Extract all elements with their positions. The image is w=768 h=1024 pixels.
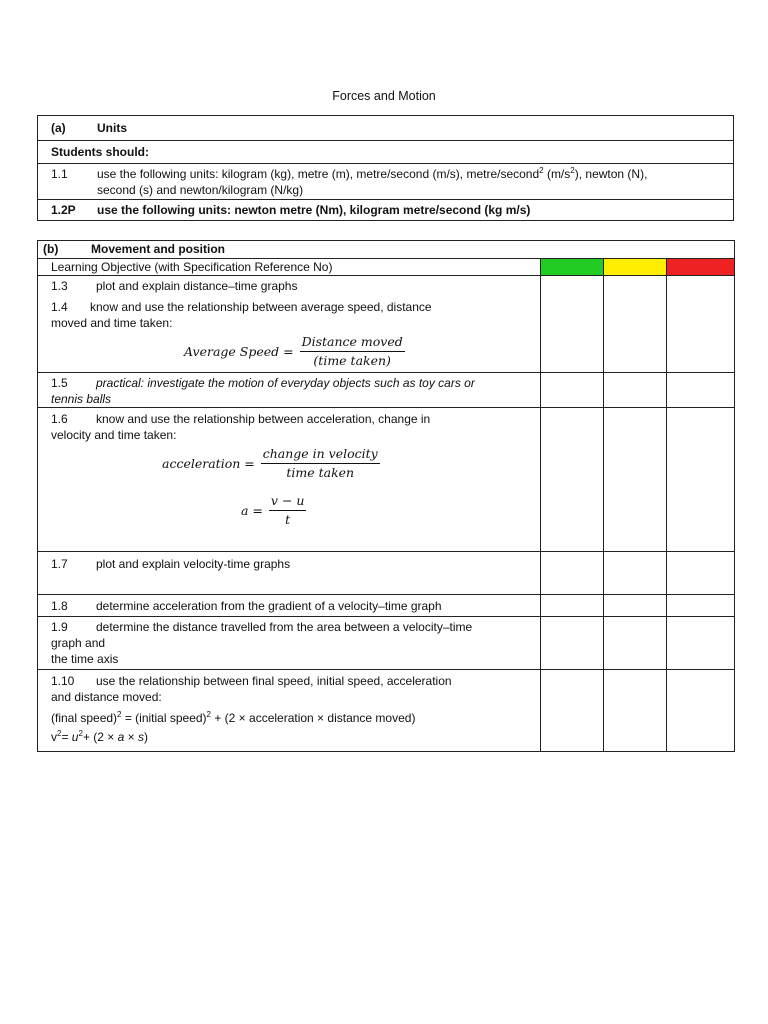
formula-numerator: Distance moved [300, 333, 405, 352]
row-text: ), newton (N), [574, 167, 648, 181]
row-text: plot and explain distance–time graphs [96, 279, 298, 293]
table-row [38, 617, 735, 670]
eq-part: = [61, 730, 72, 744]
eq-part: × [124, 730, 138, 744]
section-a-label: (a) [51, 121, 66, 135]
row-number: 1.2P [51, 203, 76, 217]
units-table [37, 115, 734, 221]
row-text-continued: tennis balls [51, 392, 112, 406]
row-text-continued: velocity and time taken: [51, 428, 177, 442]
yellow-check-cell[interactable] [604, 373, 667, 408]
row-number: 1.9 [51, 620, 68, 634]
row-text: determine acceleration from the gradient of a velocity–time graph [96, 599, 442, 613]
red-check-cell[interactable] [667, 408, 735, 552]
green-check-cell[interactable] [541, 552, 604, 595]
table-row [38, 276, 735, 373]
section-a-heading: Units [97, 121, 127, 135]
row-number: 1.4 [51, 300, 68, 314]
eq-part: + (2 × [82, 730, 118, 744]
table-row [38, 164, 734, 200]
v-squared-equation [51, 729, 540, 745]
eq-part: = (initial speed) [121, 711, 207, 725]
row-text: use the following units: newton metre (Nm), kilogram metre/second (kg m/s) [97, 203, 531, 217]
section-b-header-row [38, 241, 735, 259]
eq-part: (final speed) [51, 711, 118, 725]
formula-numerator: change in velocity [261, 445, 380, 464]
row-text: use the relationship between final speed, initial speed, acceleration [96, 674, 452, 688]
row-text: practical: investigate the motion of everyday objects such as toy cars or [96, 376, 475, 390]
movement-table [37, 240, 735, 752]
row-number: 1.1 [51, 167, 68, 181]
table-row [38, 373, 735, 408]
superscript: 2 [539, 166, 544, 175]
red-check-cell[interactable] [667, 670, 735, 752]
row-text-continued: second (s) and newton/kilogram (N/kg) [97, 183, 304, 197]
students-should: Students should: [38, 141, 734, 164]
green-check-cell[interactable] [541, 595, 604, 617]
table-row [38, 595, 735, 617]
red-check-cell[interactable] [667, 552, 735, 595]
eq-part: ) [144, 730, 148, 744]
final-speed-equation [51, 710, 540, 726]
row-number: 1.5 [51, 376, 68, 390]
green-check-cell[interactable] [541, 373, 604, 408]
formula-denominator: (time taken) [313, 353, 391, 368]
students-should-row [38, 141, 734, 164]
green-check-cell[interactable] [541, 617, 604, 670]
a-equals-formula [241, 492, 540, 529]
red-check-cell[interactable] [667, 595, 735, 617]
row-text: (m/s [543, 167, 571, 181]
eq-part: a [117, 730, 125, 744]
yellow-check-cell[interactable] [604, 276, 667, 373]
formula-lhs: acceleration = [162, 455, 255, 471]
learning-objective-header: Learning Objective (with Specification Reference No) [38, 259, 541, 276]
row-number: 1.6 [51, 412, 68, 426]
section-b-heading: Movement and position [91, 242, 226, 256]
row-number: 1.8 [51, 599, 68, 613]
acceleration-formula [162, 445, 540, 482]
row-text-continued: and distance moved: [51, 690, 162, 704]
superscript: 2 [117, 710, 122, 719]
eq-part: u [71, 730, 79, 744]
yellow-check-cell[interactable] [604, 552, 667, 595]
table-row [38, 408, 735, 552]
yellow-check-cell[interactable] [604, 617, 667, 670]
row-text-continued: graph and [51, 636, 106, 650]
row-text: determine the distance travelled from the area between a velocity–time [96, 620, 473, 634]
superscript: 2 [206, 710, 211, 719]
row-number: 1.3 [51, 279, 68, 293]
yellow-check-cell[interactable] [604, 408, 667, 552]
formula-denominator: t [285, 512, 291, 527]
yellow-rating-swatch [604, 259, 666, 275]
green-check-cell[interactable] [541, 670, 604, 752]
red-check-cell[interactable] [667, 373, 735, 408]
eq-part: s [138, 730, 144, 744]
section-a-header-row [38, 116, 734, 141]
green-check-cell[interactable] [541, 276, 604, 373]
row-number: 1.7 [51, 557, 68, 571]
row-text-continued: moved and time taken: [51, 316, 173, 330]
row-text: know and use the relationship between average speed, distance [90, 300, 432, 314]
table-row [38, 552, 735, 595]
page-title: Forces and Motion [332, 89, 436, 103]
green-rating-swatch [541, 259, 603, 275]
superscript: 2 [78, 729, 83, 738]
formula-numerator: v − u [269, 492, 307, 511]
row-text: know and use the relationship between acceleration, change in [96, 412, 431, 426]
row-text: use the following units: kilogram (kg), metre (m), metre/second (m/s), metre/second [97, 167, 540, 181]
row-text-continued: the time axis [51, 652, 119, 666]
average-speed-formula [184, 333, 540, 370]
green-check-cell[interactable] [541, 408, 604, 552]
section-b-label: (b) [43, 242, 59, 256]
eq-part: v [51, 730, 57, 744]
row-number: 1.10 [51, 674, 75, 688]
row-text: plot and explain velocity-time graphs [96, 557, 291, 571]
eq-part: + (2 × acceleration × distance moved) [211, 711, 416, 725]
yellow-check-cell[interactable] [604, 670, 667, 752]
formula-lhs: Average Speed = [184, 343, 294, 359]
red-rating-swatch [667, 259, 734, 275]
superscript: 2 [570, 166, 575, 175]
red-check-cell[interactable] [667, 276, 735, 373]
table-row [38, 670, 735, 752]
table-row [38, 200, 734, 221]
formula-lhs: a = [241, 502, 263, 518]
formula-denominator: time taken [286, 465, 355, 480]
superscript: 2 [57, 729, 62, 738]
red-check-cell[interactable] [667, 617, 735, 670]
yellow-check-cell[interactable] [604, 595, 667, 617]
learning-objective-row [38, 259, 735, 276]
